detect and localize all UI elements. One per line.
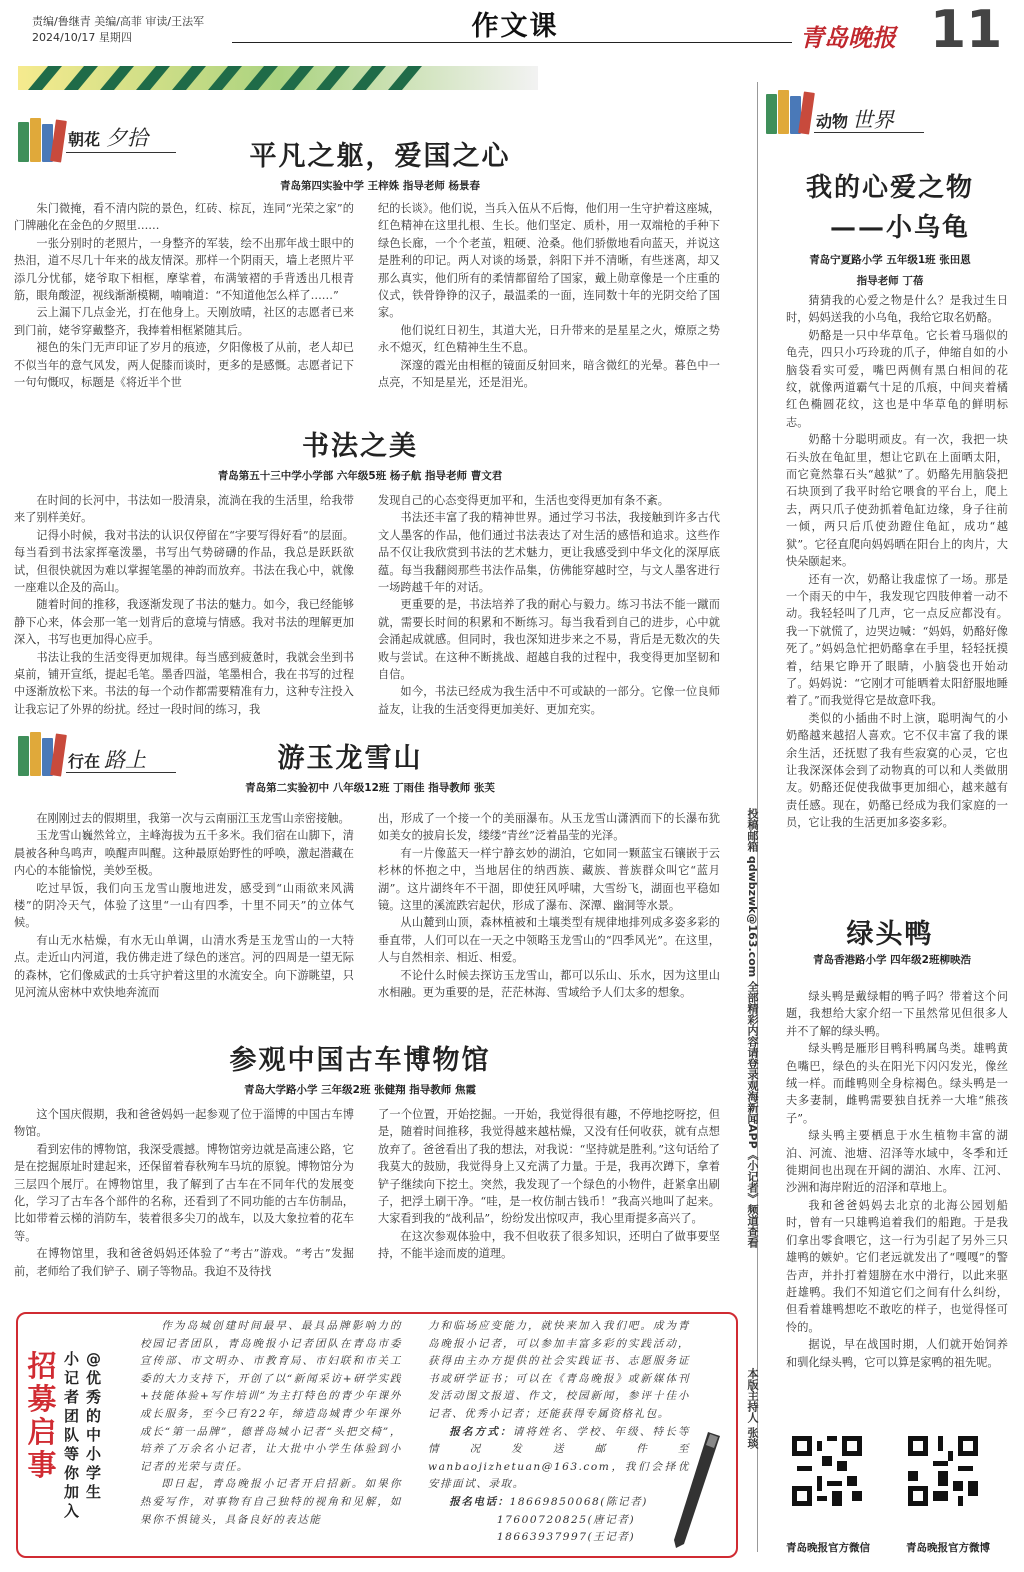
editor-line: 责编/鲁继青 美编/高菲 审读/王法军 xyxy=(32,15,205,28)
newspaper-logo: 青岛晚报 xyxy=(800,23,896,52)
tag-xingzai xyxy=(68,744,146,774)
article2-col2: 发现自己的心态变得更加平和，生活也变得更加有条不紊。 书法还丰富了我的精神世界。通过学习书法，我接触到许多古代文人墨客的作品，他们通过书法表达了对生活的感悟和追求。这些作品不仅让我欣赏到书法的艺术魅力，更让我感受到中华文化的深厚底蕴。每当我翻阅那些书法作品集，仿佛能穿越时空，与文人墨客进行一场跨越千年的对话。 更重要的是，书法培养了我的耐心与毅力。练习书法不能一蹴而就，需要长时间的积累和不断练习。每当我看到自己的进步，心中就会涌起成就感。但同时，我也深知进步来之不易，背后是无数次的失败与尝试。在这种不断挑战、超越自我的过程中，我变得更加坚韧和自信。 如今，书法已经成为我生活中不可或缺的一部分。它像一位良师益友，让我的生活变得更加美好、更加充实。 xyxy=(378,494,720,716)
contact-info: 投稿邮箱 qdwbzwk@163.com 全部精彩内容请登录观海新闻APP《小记者》频道查看 xyxy=(746,808,759,1248)
article3-title: 游玉龙雪山 xyxy=(277,743,423,774)
article5-body: 猜猜我的心爱之物是什么？是我过生日时，妈妈送我的小乌龟，我给它取名奶酪。 奶酪是一只中华草龟。它长着马瑙似的龟壳，四只小巧玲珑的爪子，伸缩自如的小脑袋看实可爱，嘴巴两侧有黑白相间的花纹，就像两道霸气十足的爪痕，中间夹着橘红色椭圆花纹，这也是中华草龟的鲜明标志。 奶酪十分聪明顽皮。有一次，我把一块石头放在龟缸里，想让它趴在上面晒太阳，而它竟然靠石头“越狱”了。奶酪先用脑袋把石块顶到了我平时给它喂食的平台上，爬上去，两只爪子使劲抓着龟缸边缘，身子往前一倾，两只后爪使劲蹬住龟缸，成功“越狱”。它径直爬向妈妈晒在阳台上的肉片，大快朵颐起来。 还有一次，奶酪让我虚惊了一场。那是一个雨天的中午，我发现它四肢伸着一动不动。我轻轻叫了几声，它一点反应都没有。我一下就慌了，边哭边喊：“妈妈，奶酪好像死了。”妈妈急忙把奶酪拿在手里，轻轻抚摸着，结果它睁开了眼睛，小脑袋也开始动了。妈妈说：“它刚才可能晒着太阳舒服地睡着了。”而我觉得它是故意吓我。 类似的小插曲不时上演，聪明淘气的小奶酪越来越招人喜欢。它不仅丰富了我的课余生活，还抚慰了我有些寂寞的心灵，它也让我深深体会到了动物真的可以和人类做朋友。奶酪还促使我做事更加细心，越来越有责任感。现在，奶酪已经成为我们家庭的一员，它让我的生活更加多姿多彩。 xyxy=(786,294,1008,830)
phone-2: 17600720825(唐记者) xyxy=(496,1513,636,1526)
tag-small: 动物 xyxy=(816,112,849,131)
article2-title: 书法之美 xyxy=(302,431,418,462)
article2-byline: 青岛第五十三中学小学部 六年级5班 杨子航 指导老师 曹文君 xyxy=(217,470,503,482)
tag-small: 行在 xyxy=(68,752,101,771)
tag-underline xyxy=(66,152,176,153)
article4-col2: 了一个位置，开始挖掘。一开始，我觉得很有趣，不停地挖呀挖，但是，随着时间推移，我觉得越来越枯燥，又没有任何收获，就有点想放弃了。爸爸看出了我的想法，对我说：“坚持就是胜利。”这句话给了我莫大的鼓励，我觉得身上又充满了力量。于是，我再次蹲下，拿着铲子继续向下挖土。突然，我发现了一个绿色的小物件，赶紧拿出刷子，把浮土刷干净。“哇，是一枚仿制古钱币！”我高兴地叫了起来。大家看到我的“战利品”，纷纷发出惊叹声，我心里甭提多高兴了。 在这次参观体验中，我不但收获了很多知识，还明白了做事要坚持，不能半途而废的道理。 xyxy=(378,1108,720,1261)
tag-dongwu xyxy=(816,104,894,134)
tag-big: 路上 xyxy=(104,748,147,772)
article1-byline: 青岛第四实验中学 王梓姝 指导老师 杨景春 xyxy=(280,180,480,192)
signup-text: 请将姓名、学校、年级、特长等情况发送邮件至 wanbaojizhetuan@163.com，我们会择优安排面试、录取。 xyxy=(428,1425,691,1491)
tag-big: 夕拾 xyxy=(106,126,149,150)
pen-icon xyxy=(668,1432,732,1552)
page-number: 11 xyxy=(930,0,1003,60)
article1-col1: 朱门微掩，看不清内院的景色，红砖、棕瓦，连同“光荣之家”的门牌融化在金色的夕照里…… 一张分别时的老照片，一身整齐的军装，绘不出那年战士眼中的热泪，道不尽几十年来的战友情深。那样一个阴雨天，墙上老照片平添几分忧郁，姥爷取下相框，摩挲着，布满皱褶的手背透出几根青筋，眼角酸涩，视线渐渐模糊，喃喃道：“不知道他怎么样了……” 云上漏下几点金光，打在他身上。天刚放晴，社区的志愿者已来到门前，姥爷穿戴整齐，我捧着相框紧随其后。 褪色的朱门无声印证了岁月的痕迹，夕阳像极了从前，老人却已不似当年的意气风发，两人促膝而谈时，更多的是感慨。志愿者记下一句句慨叹，标题是《将近半个世 xyxy=(14,202,354,390)
article3-byline: 青岛第二实验初中 八年级12班 丁雨佳 指导教师 张芙 xyxy=(245,782,495,794)
tag-underline xyxy=(66,772,176,773)
article3-col1: 在刚刚过去的假期里，我第一次与云南丽江玉龙雪山亲密接触。 玉龙雪山巍然耸立，主峰海拔为五千多米。我们宿在山脚下，清晨被各种鸟鸣声，唤醒声叫醒。这种最原始野性的呼唤，激起潜藏在内心的本能愉悦，美妙至极。 吃过早饭，我们向玉龙雪山腹地进发，感受到“山雨欲来风满楼”的阴冷天气，体验了这里“一山有四季，十里不同天”的立体气候。 有山无水枯燥，有水无山单调，山清水秀是玉龙雪山的一大特点。走近山内河道，我仿佛走进了绿色的迷宫。河的四周是一望无际的森林，它们像威武的士兵守护着这里的水流安全。向下游眺望，只见河流从密林中欢快地奔流而 xyxy=(14,812,354,1000)
date-line: 2024/10/17 星期四 xyxy=(32,31,132,44)
phone-1: 18669850068(陈记者) xyxy=(509,1495,648,1508)
article1-col2: 纪的长谈》。他们说，当兵入伍从不后悔，他们用一生守护着这座城，红色精神在这里扎根、生长。他们坚定、质朴，用一双端枪的手种下绿色长廊，一个个老茧，粗硬、沧桑。他们骄傲地看向蓝天，并说这是胜利的印记。两人对谈的场景，斜阳下并不清晰，有些迷离，却又那么真实，他们所有的柔情都留给了国家，戴上勋章像是一个庄重的仪式，铁骨铮铮的汉子，最温柔的一面，连同数十年的光阴交给了国家。 他们说红日初生，其道大光，日升带来的是星星之火，燎原之势永不熄灭，红色精神生生不息。 深邃的霞光由相框的镜面反射回来，暗含微红的光晕。暮色中一点亮，不知是星光，还是泪光。 xyxy=(378,202,720,390)
qr-icon xyxy=(792,1436,862,1506)
recruit-sub2: @优秀的中小学生 xyxy=(86,1350,102,1501)
recruit-sub1: 小记者团队等你加入 xyxy=(64,1350,80,1520)
article1-title: 平凡之躯，爱国之心 xyxy=(249,141,511,172)
article6-title: 绿头鸭 xyxy=(846,919,934,950)
header-meta xyxy=(32,14,204,46)
books-icon xyxy=(766,90,812,134)
phone-label: 报名电话： xyxy=(449,1495,510,1508)
recruit-heading: 招募启事 xyxy=(27,1349,57,1482)
article4-title: 参观中国古车博物馆 xyxy=(229,1045,491,1076)
qr-icon xyxy=(908,1436,978,1506)
article6-body: 绿头鸭是戴绿帽的鸭子吗？带着这个问题，我想给大家介绍一下虽然常见但很多人并不了解的绿头鸭。 绿头鸭是雁形目鸭科鸭属鸟类。雄鸭黄色嘴巴，绿色的头在阳光下闪闪发光，像丝绒一样。而雌鸭则全身棕褐色。绿头鸭是一夫多妻制，雌鸭需要独自抚养一大堆“熊孩子”。 绿头鸭主要栖息于水生植物丰富的湖泊、河流、池塘、沼泽等水域中，冬季和迁徙期间也出现在开阔的湖泊、水库、江河、沙洲和海岸附近的沼泽和草地上。 我和爸爸妈妈去北京的北海公园划船时，曾有一只雄鸭追着我们的船跑。于是我们拿出零食喂它，这一行为引起了另外三只雄鸭的嫉妒。它们老远就发出了“嘎嘎”的警告声，并扑打着翅膀在水中滑行，以此来驱赶雄鸭。我们不知道它们之间有什么纠纷，但看着雄鸭想吃不敢吃的样子，也觉得怪可怜的。 据说，早在战国时期，人们就开始饲养和驯化绿头鸭，它可以算是家鸭的祖先呢。 xyxy=(786,990,1008,1369)
section-title: 作文课 xyxy=(471,11,559,42)
header-rule xyxy=(232,42,792,43)
host-info: 本版主持人 张琰 xyxy=(746,1368,759,1449)
qr-caption-weibo: 青岛晚报官方微博 xyxy=(906,1542,990,1554)
qr-code-wechat[interactable] xyxy=(792,1436,862,1506)
qr-caption-wechat: 青岛晚报官方微信 xyxy=(786,1542,870,1554)
recruit-col1: 作为岛城创建时间最早、最具品牌影响力的校园记者团队，青岛晚报小记者团队在青岛市委宣传部、市文明办、市教育局、市妇联和市关工委的大力支持下，开创了以“新闻采访+研学实践+技能体验+写作培训”为主打特色的青少年课外成长服务，至今已有22年，缔造岛城青少年课外成长“第一品牌”，德普岛城小记者“头把交椅”，培养了万余名小记者，让大批中小学生体验到小记者的光荣与责任。 即日起，青岛晚报小记者开启招新。如果你热爱写作，对事物有自己独特的视角和见解，如果你不惧镜头，具备良好的表达能 xyxy=(140,1320,402,1526)
article3-col2: 出，形成了一个接一个的美丽瀑布。从玉龙雪山潇洒而下的长瀑布犹如美女的披肩长发，缕缕“青丝”泛着晶莹的光泽。 有一片像蓝天一样宁静玄妙的湖泊，它如同一颗蓝宝石镶嵌于云杉林的怀抱之中，当地居住的纳西族、藏族、普族群众叫它“蓝月湖”。这片湖终年不干涸，即使狂风呼啸，大雪纷飞，湖面也平稳如镜。这里的溪流跌宕起伏，形成了瀑布、深潭、幽洞等水景。 从山麓到山顶，森林植被和土壤类型有规律地排列成多姿多彩的垂直带，人们可以在一天之中领略玉龙雪山的“四季风光”。在这里，人与自然相亲、相近、相爱。 不论什么时候去探访玉龙雪山，都可以乐山、乐水，因为这里山水相融。更为重要的是，茫茫林海、雪域给予人们太多的想象。 xyxy=(378,812,720,1000)
tag-zhaohua xyxy=(68,122,148,152)
article5-byline: 青岛宁夏路小学 五年级1班 张田恩 指导老师 丁蓓 xyxy=(809,254,971,287)
article4-col1: 这个国庆假期，我和爸爸妈妈一起参观了位于淄博的中国古车博物馆。 看到宏伟的博物馆，我深受震撼。博物馆旁边就是高速公路，它是在挖掘原址时建起来，还保留着春秋殉车马坑的原貌。博物馆分为三层四个展厅。在博物馆里，我了解到了古车在不同年代的发展变化，学习了古车各个部件的名称，还看到了不同功能的古车仿制品，比如带着云梯的消防车，装着很多尖刀的战车，以及大象拉着的花车等。 在博物馆里，我和爸爸妈妈还体验了“考古”游戏。“考古”发掘前，老师给了我们铲子、刷子等物品。我迫不及待找 xyxy=(14,1108,354,1278)
recruit-subheading xyxy=(64,1350,116,1521)
decorative-banner xyxy=(18,66,538,118)
article6-byline: 青岛香港路小学 四年级2班柳映浩 xyxy=(813,954,971,966)
signup-label: 报名方式： xyxy=(449,1425,513,1438)
qr-code-weibo[interactable] xyxy=(908,1436,978,1506)
tag-underline xyxy=(814,132,924,133)
article2-col1: 在时间的长河中，书法如一股清泉，流淌在我的生活里，给我带来了别样美好。 记得小时候，我对书法的认识仅停留在“字要写得好看”的层面。每当看到书法家挥毫泼墨，书写出气势磅礴的作品，我总是跃跃欲试，但很快就因为难以掌握笔墨的神韵而放弃。书法在我心中，就像一座难以企及的高山。 随着时间的推移，我逐渐发现了书法的魅力。如今，我已经能够静下心来，体会那一笔一划背后的意境与情感。我对书法的理解更加深入，书写也更加得心应手。 书法让我的生活变得更加规律。每当感到疲惫时，我就会坐到书桌前，铺开宣纸，提起毛笔。墨香四溢，笔墨相合，我在书写的过程中逐渐放松下来。书法的每一个动作都需要精准有力，这种专注投入让我忘记了外界的纷扰。经过一段时间的练习，我 xyxy=(14,494,354,716)
tag-small: 朝花 xyxy=(68,130,101,149)
article5-title: 我的心爱之物 ——小乌龟 xyxy=(805,173,974,243)
tag-big: 世界 xyxy=(852,108,895,132)
article4-byline: 青岛大学路小学 三年级2班 张健翔 指导教师 焦霞 xyxy=(244,1084,476,1096)
phone-3: 18663937997(王记者) xyxy=(496,1531,636,1544)
recruit-col2: 力和临场应变能力，就快来加入我们吧。成为青岛晚报小记者，可以参加丰富多彩的实践活动，获得由主办方提供的社会实践证书、志愿服务证书或研学证书；可以在《青岛晚报》或新媒体刊发活动图文报道、作文，校园新闻，参评十佳小记者、优秀小记者；还能获得专属资格礼包。 报名方式：请将姓名、学校、年级、特长等情况发送邮件至 wanbaojizhetuan@163.com，我们会择优安排面试、录取。 报名电话：18669850068(陈记者) 17600720825(唐记者) 18663937997(王记者) xyxy=(428,1318,690,1547)
books-icon xyxy=(18,732,64,776)
books-icon xyxy=(18,118,64,162)
